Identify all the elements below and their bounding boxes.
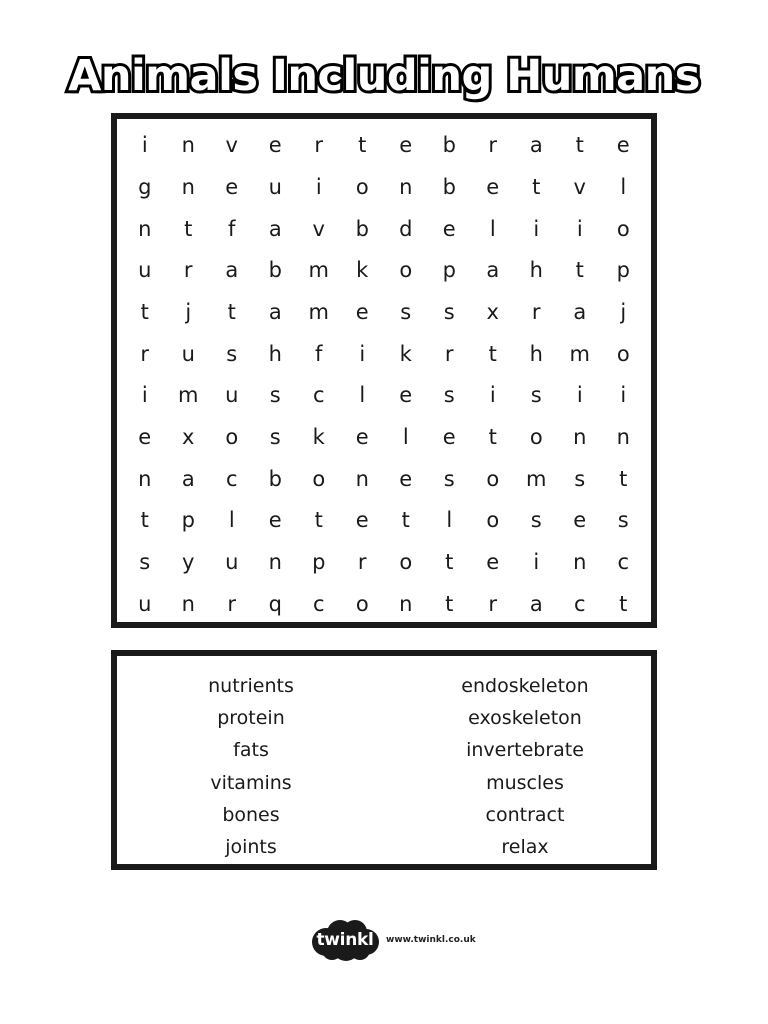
grid-cell: t bbox=[575, 258, 584, 283]
grid-cell: s bbox=[443, 383, 455, 408]
grid-cell: i bbox=[576, 383, 583, 408]
cloud-logo-icon bbox=[308, 918, 382, 962]
grid-cell: b bbox=[355, 216, 369, 241]
grid-cell: o bbox=[399, 549, 413, 574]
grid-cell: t bbox=[575, 133, 584, 158]
grid-cell: s bbox=[226, 341, 238, 366]
grid-cell: o bbox=[616, 216, 630, 241]
grid-cell: l bbox=[446, 508, 453, 533]
grid-cell: l bbox=[402, 424, 409, 449]
grid-cell: l bbox=[228, 508, 235, 533]
word-list-item: joints bbox=[225, 836, 277, 859]
grid-cell: n bbox=[355, 466, 369, 491]
grid-cell: u bbox=[181, 341, 195, 366]
grid-cell: n bbox=[138, 216, 152, 241]
grid-cell: r bbox=[357, 549, 367, 574]
grid-cell: e bbox=[399, 133, 413, 158]
grid-cell: r bbox=[227, 591, 237, 616]
grid-cell: v bbox=[573, 174, 586, 199]
grid-cell: n bbox=[573, 549, 587, 574]
grid-cell: n bbox=[616, 424, 630, 449]
grid-cell: c bbox=[617, 549, 630, 574]
grid-cell: i bbox=[489, 383, 496, 408]
grid-cell: h bbox=[529, 258, 543, 283]
word-list-left-column bbox=[131, 670, 371, 863]
grid-cell: t bbox=[488, 424, 497, 449]
grid-cell: h bbox=[529, 341, 543, 366]
word-list-item: protein bbox=[217, 707, 285, 730]
grid-cell: c bbox=[573, 591, 586, 616]
grid-cell: e bbox=[138, 424, 152, 449]
grid-cell: b bbox=[442, 133, 456, 158]
grid-cell: n bbox=[181, 591, 195, 616]
word-list-item: nutrients bbox=[208, 675, 294, 697]
grid-cell: e bbox=[355, 508, 369, 533]
grid-cell: r bbox=[488, 591, 498, 616]
grid-cell: t bbox=[445, 591, 454, 616]
grid-cell: h bbox=[268, 341, 282, 366]
grid-cell: r bbox=[488, 133, 498, 158]
grid-cell: e bbox=[442, 424, 456, 449]
grid-cell: i bbox=[141, 133, 148, 158]
grid-cell: f bbox=[315, 341, 323, 366]
grid-cell: t bbox=[184, 216, 193, 241]
grid-cell: f bbox=[228, 216, 236, 241]
grid-cell: x bbox=[182, 424, 195, 449]
grid-cell: r bbox=[314, 133, 324, 158]
grid-cell: e bbox=[442, 216, 456, 241]
grid-cell: a bbox=[486, 258, 500, 283]
word-list-right-column bbox=[405, 670, 645, 863]
grid-cell: l bbox=[359, 383, 366, 408]
grid-cell: t bbox=[532, 174, 541, 199]
grid-cell: s bbox=[139, 549, 151, 574]
grid-cell: s bbox=[530, 383, 542, 408]
grid-cell: a bbox=[181, 466, 195, 491]
grid-cell: j bbox=[620, 299, 627, 324]
grid-cell: u bbox=[138, 258, 152, 283]
grid-cell: t bbox=[140, 299, 149, 324]
grid-cell: e bbox=[399, 383, 413, 408]
word-list-box bbox=[111, 650, 657, 870]
grid-cell: a bbox=[268, 216, 282, 241]
grid-cell: s bbox=[530, 508, 542, 533]
grid-cell: c bbox=[312, 591, 325, 616]
grid-cell: e bbox=[355, 299, 369, 324]
grid-cell: c bbox=[312, 383, 325, 408]
grid-cell: a bbox=[268, 299, 282, 324]
grid-cell: n bbox=[399, 591, 413, 616]
grid-cell: e bbox=[268, 133, 282, 158]
grid-cell: i bbox=[315, 174, 322, 199]
grid-cell: y bbox=[182, 549, 195, 574]
grid-cell: i bbox=[359, 341, 366, 366]
word-list-item: invertebrate bbox=[466, 739, 584, 762]
word-search-grid-box bbox=[111, 113, 657, 628]
grid-cell: e bbox=[399, 466, 413, 491]
grid-cell: p bbox=[616, 258, 630, 283]
grid-cell: u bbox=[268, 174, 282, 199]
grid-cell: o bbox=[616, 341, 630, 366]
grid-cell: n bbox=[181, 133, 195, 158]
word-list-item: exoskeleton bbox=[468, 707, 582, 730]
grid-cell: p bbox=[181, 508, 195, 533]
grid-cell: i bbox=[576, 216, 583, 241]
grid-cell: t bbox=[619, 466, 628, 491]
grid-cell: t bbox=[140, 508, 149, 533]
grid-cell: m bbox=[526, 466, 547, 491]
word-list-item: bones bbox=[222, 803, 280, 826]
grid-cell: v bbox=[225, 133, 238, 158]
grid-cell: e bbox=[486, 174, 500, 199]
grid-cell: m bbox=[569, 341, 590, 366]
grid-cell: s bbox=[269, 424, 281, 449]
grid-cell: n bbox=[138, 466, 152, 491]
grid-cell: l bbox=[489, 216, 496, 241]
word-list-item: relax bbox=[501, 836, 549, 859]
grid-cell: e bbox=[486, 549, 500, 574]
grid-cell: u bbox=[138, 591, 152, 616]
page-title: Animals Including Humans bbox=[68, 51, 700, 101]
word-list-item: fats bbox=[233, 739, 269, 762]
grid-cell: k bbox=[356, 258, 369, 283]
grid-cell: e bbox=[225, 174, 239, 199]
grid-cell: t bbox=[619, 591, 628, 616]
grid-cell: n bbox=[573, 424, 587, 449]
grid-cell: v bbox=[312, 216, 325, 241]
grid-cell: i bbox=[141, 383, 148, 408]
grid-cell: e bbox=[573, 508, 587, 533]
grid-cell: j bbox=[185, 299, 192, 324]
grid-cell: r bbox=[140, 341, 150, 366]
grid-cell: b bbox=[442, 174, 456, 199]
grid-cell: o bbox=[486, 466, 500, 491]
grid-cell: a bbox=[529, 133, 543, 158]
grid-cell: o bbox=[225, 424, 239, 449]
grid-cell: s bbox=[617, 508, 629, 533]
grid-cell: s bbox=[443, 299, 455, 324]
word-list-item: contract bbox=[485, 803, 565, 826]
grid-cell: i bbox=[533, 549, 540, 574]
grid-cell: t bbox=[401, 508, 410, 533]
grid-cell: o bbox=[529, 424, 543, 449]
grid-cell: b bbox=[268, 466, 282, 491]
grid-cell: c bbox=[225, 466, 238, 491]
grid-cell: s bbox=[269, 383, 281, 408]
grid-cell: n bbox=[268, 549, 282, 574]
grid-cell: m bbox=[308, 258, 329, 283]
grid-cell: p bbox=[312, 549, 326, 574]
grid-cell: d bbox=[399, 216, 413, 241]
grid-cell: e bbox=[355, 424, 369, 449]
grid-cell: s bbox=[443, 466, 455, 491]
grid-cell: o bbox=[312, 466, 326, 491]
grid-cell: a bbox=[529, 591, 543, 616]
word-list-item: vitamins bbox=[210, 771, 292, 794]
grid-cell: x bbox=[486, 299, 499, 324]
grid-cell: r bbox=[444, 341, 454, 366]
grid-cell: o bbox=[355, 174, 369, 199]
grid-cell: k bbox=[312, 424, 325, 449]
grid-cell: q bbox=[268, 591, 282, 616]
grid-cell: e bbox=[268, 508, 282, 533]
grid-cell: n bbox=[399, 174, 413, 199]
grid-cell: s bbox=[400, 299, 412, 324]
grid-cell: b bbox=[268, 258, 282, 283]
grid-cell: k bbox=[399, 341, 412, 366]
grid-cell: t bbox=[358, 133, 367, 158]
grid-cell: a bbox=[573, 299, 587, 324]
grid-cell: t bbox=[314, 508, 323, 533]
grid-cell: o bbox=[486, 508, 500, 533]
grid-cell: t bbox=[488, 341, 497, 366]
grid-cell: a bbox=[225, 258, 239, 283]
grid-cell: u bbox=[225, 383, 239, 408]
grid-cell: r bbox=[531, 299, 541, 324]
word-list-item: endoskeleton bbox=[461, 675, 589, 697]
grid-cell: i bbox=[620, 383, 627, 408]
grid-cell: l bbox=[620, 174, 627, 199]
grid-cell: t bbox=[227, 299, 236, 324]
logo-text: twinkl bbox=[316, 930, 374, 950]
grid-cell: m bbox=[178, 383, 199, 408]
grid-cell: u bbox=[225, 549, 239, 574]
grid-cell: t bbox=[445, 549, 454, 574]
footer bbox=[308, 918, 476, 962]
grid-cell: n bbox=[181, 174, 195, 199]
word-list-item: muscles bbox=[486, 771, 564, 794]
grid-cell: o bbox=[355, 591, 369, 616]
grid-cell: r bbox=[183, 258, 193, 283]
grid-cell: s bbox=[574, 466, 586, 491]
grid-cell: e bbox=[616, 133, 630, 158]
grid-cell: p bbox=[442, 258, 456, 283]
word-search-grid bbox=[123, 125, 645, 625]
grid-cell: m bbox=[308, 299, 329, 324]
grid-cell: i bbox=[533, 216, 540, 241]
grid-cell: g bbox=[138, 174, 152, 199]
footer-url: www.twinkl.co.uk bbox=[386, 935, 476, 945]
grid-cell: o bbox=[399, 258, 413, 283]
